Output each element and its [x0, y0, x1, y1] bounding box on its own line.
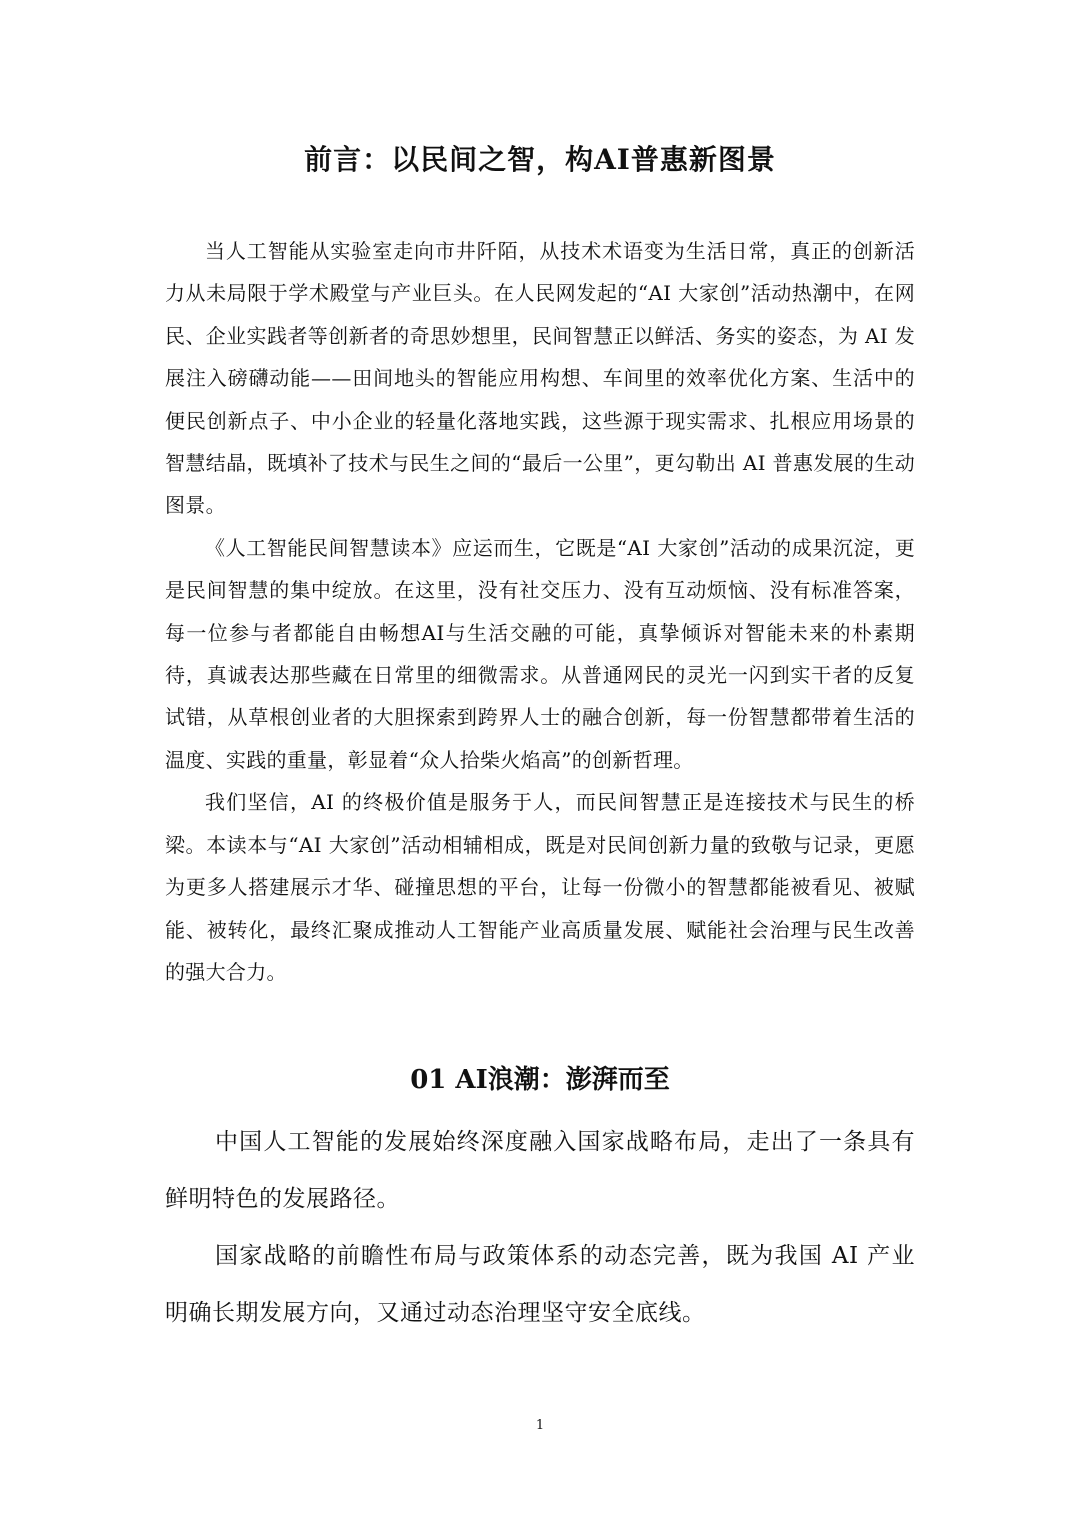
section-paragraph-1: 中国人工智能的发展始终深度融入国家战略布局，走出了一条具有鲜明特色的发展路径。 — [165, 1129, 915, 1212]
section-paragraph-2: 国家战略的前瞻性布局与政策体系的动态完善，既为我国 AI 产业明确长期发展方向，又通过动态治理坚守安全底线。 — [165, 1243, 915, 1326]
preface-paragraph-2: 《人工智能民间智慧读本》应运而生，它既是“AI 大家创”活动的成果沉淀，更是民间智慧的集中绽放。在这里，没有社交压力、没有互动烦恼、没有标准答案，每一位参与者都能自由畅想AI与生活交融的可能，真挚倾诉对智能未来的朴素期待，真诚表达那些藏在日常里的细微需求。从普通网民的灵光一闪到实干者的反复试错，从草根创业者的大胆探索到跨界人士的融合创新，每一份智慧都带着生活的温度、实践的重量，彰显着“众人拾柴火焰高”的创新哲理。 — [165, 535, 915, 772]
preface-paragraph-1: 当人工智能从实验室走向市井阡陌，从技术术语变为生活日常，真正的创新活力从未局限于学术殿堂与产业巨头。在人民网发起的“AI 大家创”活动热潮中，在网民、企业实践者等创新者的奇思妙想里，民间智慧正以鲜活、务实的姿态，为 AI 发展注入磅礴动能——田间地头的智能应用构想、车间里的效率优化方案、生活中的便民创新点子、中小企业的轻量化落地实践，这些源于现实需求、扎根应用场景的智慧结晶，既填补了技术与民生之间的“最后一公里”，更勾勒出 AI 普惠发展的生动图景。 — [165, 239, 915, 518]
section-title: 01 AI浪潮：澎湃而至 — [410, 1065, 670, 1095]
preface-section — [165, 230, 915, 993]
page-title: 前言：以民间之智，构AI普惠新图景 — [304, 143, 776, 176]
page-number: 1 — [535, 1418, 545, 1433]
section-body — [165, 1114, 915, 1342]
preface-paragraph-3: 我们坚信，AI 的终极价值是服务于人，而民间智慧正是连接技术与民生的桥梁。本读本与“AI 大家创”活动相辅相成，既是对民间创新力量的致敬与记录，更愿为更多人搭建展示才华、碰撞思想的平台，让每一份微小的智慧都能被看见、被赋能、被转化，最终汇聚成推动人工智能产业高质量发展、赋能社会治理与民生改善的强大合力。 — [165, 790, 915, 984]
